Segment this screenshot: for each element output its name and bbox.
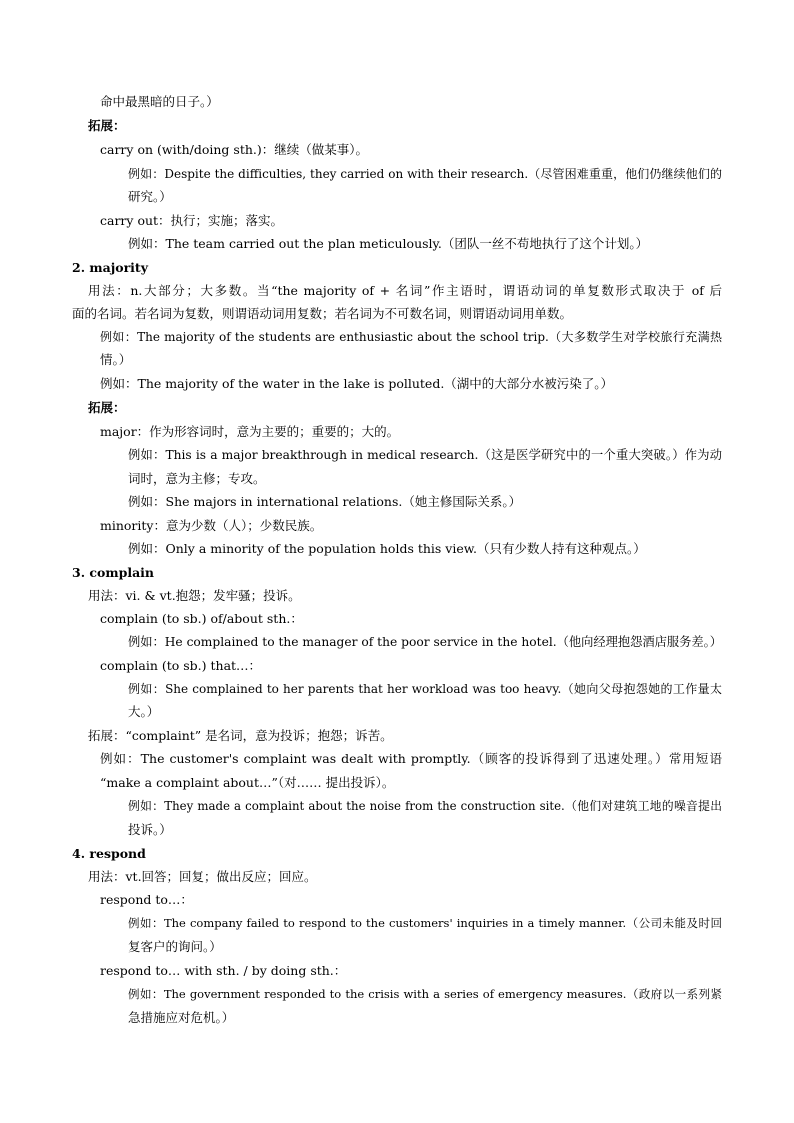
phrase-line: respond to…： (100, 892, 193, 907)
example-line: 投诉。） (128, 822, 172, 837)
phrase-line: complain (to sb.) of/about sth.： (100, 611, 303, 626)
expansion-line: 拓展：“complaint” 是名词，意为投诉；抱怨；诉苦。 (88, 728, 393, 743)
section-heading: 2. majority (72, 260, 148, 275)
phrase-line: carry out：执行；实施；落实。 (100, 213, 284, 228)
usage-line: 用法：n.大部分；大多数。当“the majority of + 名词”作主语时，谓语动词的单复数形式取决于 of 后 (88, 283, 722, 298)
example-line: 研究。） (128, 189, 172, 204)
example-line: 词时，意为主修；专攻。 (128, 471, 266, 486)
expansion-heading: 拓展： (88, 118, 126, 133)
example-line: 例如：The customer's complaint was dealt with promptly.（顾客的投诉得到了迅速处理。）常用短语 (100, 751, 722, 766)
example-line: 例如：Despite the difficulties, they carried on with their research.（尽管困难重重，他们仍继续他们的 (128, 167, 722, 181)
example-line: 大。） (128, 704, 160, 719)
expansion-heading: 拓展： (88, 400, 126, 415)
phrase-line: carry on (with/doing sth.)：继续（做某事）。 (100, 142, 368, 157)
usage-line: 面的名词。若名词为复数，则谓语动词用复数；若名词为不可数名词，则谓语动词用单数。 (72, 306, 573, 321)
usage-line: 用法：vt.回答；回复；做出反应；回应。 (88, 869, 317, 884)
phrase-line: major：作为形容词时，意为主要的；重要的；大的。 (100, 424, 400, 439)
example-line: 例如：The team carried out the plan meticulously.（团队一丝不苟地执行了这个计划。） (128, 236, 649, 251)
example-line: 复客户的询问。） (128, 939, 222, 954)
section-heading: 4. respond (72, 846, 146, 861)
example-line: 例如：The company failed to respond to the customers' inquiries in a timely manner.（公司未能及时回 (128, 916, 722, 930)
example-line: 急措施应对危机。） (128, 1010, 235, 1025)
example-line: 例如：They made a complaint about the noise from the construction site.（他们对建筑工地的噪音提出 (128, 799, 722, 813)
example-line: 例如：She majors in international relations.（她主修国际关系。） (128, 494, 522, 509)
example-line: 例如：She complained to her parents that her workload was too heavy.（她向父母抱怨她的工作量太 (128, 682, 722, 696)
text-line: 命中最黑暗的日子。） (100, 94, 219, 109)
phrase-line: complain (to sb.) that…： (100, 658, 262, 673)
phrase-line: respond to… with sth. / by doing sth.： (100, 963, 347, 978)
example-line: 例如：The majority of the water in the lake is polluted.（湖中的大部分水被污染了。） (100, 376, 614, 391)
phrase-line: minority：意为少数（人）；少数民族。 (100, 518, 323, 533)
example-line: 例如：The government responded to the crisis with a series of emergency measures.（政府以一系列紧 (128, 987, 722, 1001)
example-line: 例如：Only a minority of the population holds this view.（只有少数人持有这种观点。） (128, 541, 646, 556)
example-line: 情。） (100, 352, 132, 367)
example-line: 例如：He complained to the manager of the poor service in the hotel.（他向经理抱怨酒店服务差。） (128, 635, 722, 649)
section-heading: 3. complain (72, 565, 155, 580)
example-line: 例如：The majority of the students are enthusiastic about the school trip.（大多数学生对学校旅行充满热 (100, 330, 722, 344)
example-line: “make a complaint about…”（对…… 提出投诉）。 (100, 775, 395, 790)
usage-line: 用法：vi. & vt.抱怨；发牢骚；投诉。 (88, 588, 301, 603)
example-line: 例如：This is a major breakthrough in medical research.（这是医学研究中的一个重大突破。）作为动 (128, 448, 722, 462)
